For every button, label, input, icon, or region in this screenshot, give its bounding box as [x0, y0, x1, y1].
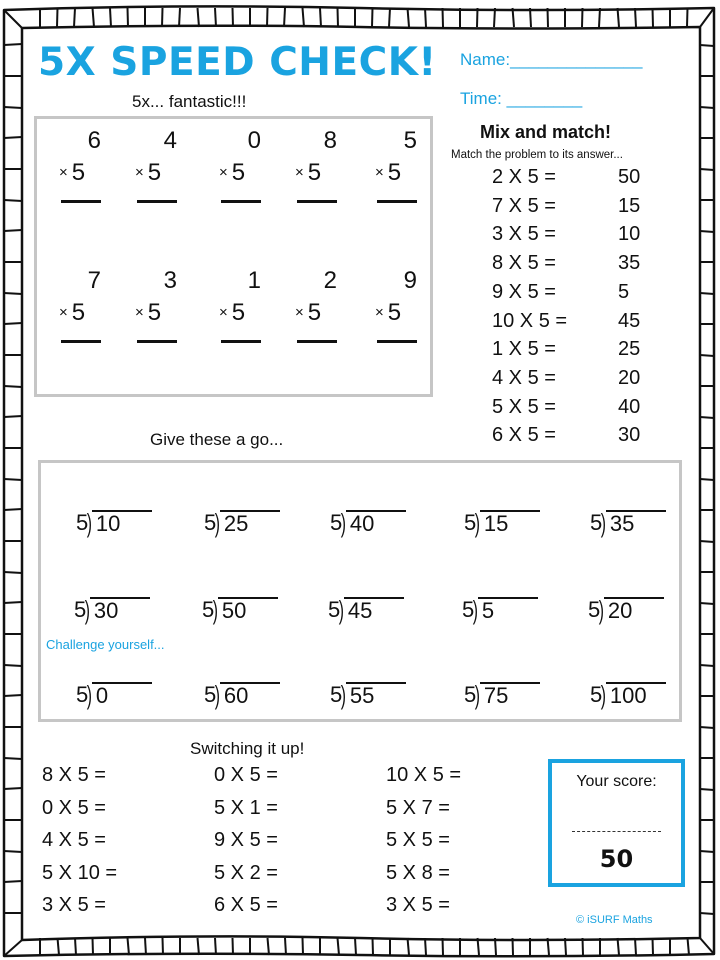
division-problem	[588, 595, 664, 626]
dividend: 20	[604, 597, 664, 623]
dividend: 55	[346, 682, 406, 708]
division-problem	[330, 508, 406, 539]
multiplication-problem	[219, 127, 279, 207]
name-field[interactable]: Name:______________	[460, 50, 643, 69]
division-problem	[462, 595, 538, 626]
answer-line[interactable]	[137, 200, 177, 203]
multiplication-problem	[135, 267, 195, 347]
multiplier-row	[375, 159, 401, 187]
time-field[interactable]: Time: ________	[460, 89, 583, 108]
divisor: 5	[76, 510, 89, 536]
mix-match-row	[492, 309, 641, 333]
multiplier: 5	[147, 159, 162, 186]
mix-match-answer[interactable]: 15	[618, 194, 641, 217]
answer-line[interactable]	[221, 340, 261, 343]
divisor: 5	[462, 597, 475, 623]
divisor: 5	[204, 510, 217, 536]
mix-match-row	[492, 166, 641, 189]
mix-match-problem[interactable]: 3 X 5 =	[492, 223, 556, 246]
mix-match-answer[interactable]: 20	[618, 366, 641, 389]
answer-line[interactable]	[377, 340, 417, 343]
divisor: 5	[204, 682, 217, 708]
switching-problem[interactable]: 0 X 5 =	[42, 796, 106, 819]
multiplication-problem	[135, 127, 195, 207]
switching-problem[interactable]: 5 X 7 =	[386, 796, 450, 819]
dividend: 5	[478, 597, 538, 623]
multiplier-row	[219, 299, 245, 327]
dividend: 45	[344, 597, 404, 623]
division-problem	[464, 508, 540, 539]
times-sign: ×	[375, 304, 384, 321]
switching-problem[interactable]: 5 X 8 =	[386, 861, 450, 884]
score-total: 50	[599, 845, 634, 873]
dividend: 15	[480, 510, 540, 536]
dividend: 75	[480, 682, 540, 708]
multiplier-row	[59, 159, 85, 187]
multiplication-problem	[59, 127, 119, 207]
division-problem	[202, 595, 278, 626]
multiplier-row	[295, 159, 321, 187]
section-title-fantastic: 5x... fantastic!!!	[132, 92, 247, 111]
long-division-bracket-icon: )	[474, 508, 481, 539]
long-division-bracket-icon: )	[84, 595, 91, 626]
answer-line[interactable]	[297, 200, 337, 203]
times-sign: ×	[219, 304, 228, 321]
multiplication-problem	[375, 267, 435, 347]
dividend: 0	[92, 682, 152, 708]
mix-match-answer[interactable]: 50	[618, 166, 641, 188]
times-sign: ×	[295, 164, 304, 181]
divisor: 5	[330, 510, 343, 536]
mix-match-problem[interactable]: 9 X 5 =	[492, 280, 556, 303]
answer-line[interactable]	[221, 200, 261, 203]
dividend: 30	[90, 597, 150, 623]
switching-problem[interactable]: 5 X 2 =	[214, 861, 278, 884]
mix-match-problem[interactable]: 7 X 5 =	[492, 194, 556, 217]
mix-match-instructions: Match the problem to its answer...	[451, 149, 623, 161]
multiplicand: 8	[323, 127, 337, 154]
mix-match-answer[interactable]: 35	[618, 252, 641, 275]
switching-problem[interactable]: 5 X 10 =	[42, 861, 118, 884]
mix-match-answer[interactable]: 10	[618, 223, 641, 246]
mix-match-row	[492, 338, 641, 361]
multiplication-problem	[219, 267, 279, 347]
division-problem	[76, 508, 152, 539]
times-sign: ×	[295, 304, 304, 321]
times-sign: ×	[59, 304, 68, 321]
mix-match-problem[interactable]: 5 X 5 =	[492, 395, 556, 418]
dividend: 40	[346, 510, 406, 536]
switching-problem[interactable]: 5 X 1 =	[214, 796, 278, 819]
multiplier-row	[135, 299, 161, 327]
multiplier: 5	[231, 159, 246, 186]
divisor: 5	[330, 682, 343, 708]
mix-match-problem[interactable]: 1 X 5 =	[492, 338, 556, 361]
mix-match-problem[interactable]: 8 X 5 =	[492, 252, 556, 275]
times-sign: ×	[59, 164, 68, 181]
long-division-bracket-icon: )	[340, 680, 347, 711]
multiplicand: 2	[323, 267, 337, 294]
multiplication-box	[34, 116, 433, 397]
long-division-bracket-icon: )	[472, 595, 479, 626]
multiplier-row	[375, 299, 401, 327]
mix-match-row	[492, 395, 641, 419]
switching-problem[interactable]: 3 X 5 =	[42, 894, 106, 916]
multiplier: 5	[231, 299, 246, 326]
answer-line[interactable]	[61, 340, 101, 343]
mix-match-row	[492, 223, 641, 246]
switching-problem[interactable]: 9 X 5 =	[214, 829, 278, 851]
multiplier-row	[59, 299, 85, 327]
section-title-division: Give these a go...	[150, 430, 284, 449]
dividend: 50	[218, 597, 278, 623]
answer-line[interactable]	[137, 340, 177, 343]
divisor: 5	[590, 510, 603, 536]
division-problem	[328, 595, 404, 626]
long-division-bracket-icon: )	[86, 680, 93, 711]
mix-match-answer[interactable]: 25	[618, 338, 641, 361]
multiplier: 5	[147, 299, 162, 326]
switching-problem[interactable]: 3 X 5 =	[386, 894, 450, 916]
dividend: 100	[606, 682, 666, 708]
mix-match-row	[492, 194, 641, 218]
dividend: 60	[220, 682, 280, 708]
multiplicand: 4	[163, 127, 177, 154]
division-problem	[76, 680, 152, 711]
page-title: 5X SPEED CHECK!	[38, 40, 437, 85]
switching-problem[interactable]: 0 X 5 =	[214, 764, 278, 786]
dividend: 35	[606, 510, 666, 536]
multiplicand: 7	[87, 267, 101, 294]
multiplicand: 0	[247, 127, 261, 154]
multiplier: 5	[71, 299, 86, 326]
long-division-bracket-icon: )	[214, 680, 221, 711]
multiplier: 5	[71, 159, 86, 186]
multiplier: 5	[387, 299, 402, 326]
multiplicand: 6	[87, 127, 101, 154]
answer-line[interactable]	[61, 200, 101, 203]
long-division-bracket-icon: )	[600, 508, 607, 539]
multiplication-problem	[59, 267, 119, 347]
mix-match-problem[interactable]: 2 X 5 =	[492, 166, 556, 188]
multiplier: 5	[387, 159, 402, 186]
switching-problem[interactable]: 6 X 5 =	[214, 894, 278, 916]
multiplication-problem	[375, 127, 435, 207]
dividend: 10	[92, 510, 152, 536]
mix-match-row	[492, 424, 641, 447]
times-sign: ×	[135, 164, 144, 181]
divisor: 5	[588, 597, 601, 623]
copyright-text: © iSURF Maths	[576, 914, 653, 926]
answer-line[interactable]	[377, 200, 417, 203]
divisor: 5	[464, 510, 477, 536]
switching-problem[interactable]: 4 X 5 =	[42, 829, 106, 851]
mix-match-answer[interactable]: 45	[618, 309, 641, 332]
multiplication-problem	[295, 267, 355, 347]
division-problem	[74, 595, 150, 626]
division-problem	[590, 680, 666, 711]
long-division-bracket-icon: )	[212, 595, 219, 626]
divisor: 5	[464, 682, 477, 708]
long-division-bracket-icon: )	[474, 680, 481, 711]
multiplier: 5	[307, 299, 322, 326]
multiplication-problem	[295, 127, 355, 207]
long-division-bracket-icon: )	[338, 595, 345, 626]
answer-line[interactable]	[297, 340, 337, 343]
multiplicand: 3	[163, 267, 177, 294]
challenge-label: Challenge yourself...	[46, 637, 165, 652]
dividend: 25	[220, 510, 280, 536]
division-problem	[330, 680, 406, 711]
multiplier-row	[219, 159, 245, 187]
mix-match-problem[interactable]: 6 X 5 =	[492, 424, 556, 447]
division-problem	[464, 680, 540, 711]
section-title-mix-match: Mix and match!	[480, 122, 612, 142]
divisor: 5	[74, 597, 87, 623]
score-input-line[interactable]	[572, 831, 661, 832]
multiplier-row	[295, 299, 321, 327]
divisor: 5	[202, 597, 215, 623]
switching-problem[interactable]: 8 X 5 =	[42, 764, 106, 786]
mix-match-answer[interactable]: 30	[618, 424, 641, 447]
long-division-bracket-icon: )	[214, 508, 221, 539]
mix-match-row	[492, 366, 641, 390]
multiplier-row	[135, 159, 161, 187]
multiplicand: 1	[247, 267, 261, 294]
mix-match-answer[interactable]: 5	[618, 280, 630, 303]
times-sign: ×	[219, 164, 228, 181]
long-division-bracket-icon: )	[340, 508, 347, 539]
score-label: Your score:	[576, 773, 657, 790]
divisor: 5	[590, 682, 603, 708]
switching-problem[interactable]: 5 X 5 =	[386, 829, 450, 851]
mix-match-answer[interactable]: 40	[618, 395, 641, 418]
division-problem	[590, 508, 666, 539]
division-problem	[204, 680, 280, 711]
times-sign: ×	[135, 304, 144, 321]
mix-match-row	[492, 252, 641, 275]
long-division-bracket-icon: )	[600, 680, 607, 711]
multiplicand: 9	[403, 267, 417, 294]
long-division-bracket-icon: )	[598, 595, 605, 626]
score-box	[548, 759, 685, 887]
division-problem	[204, 508, 280, 539]
mix-match-problem[interactable]: 10 X 5 =	[492, 309, 568, 332]
mix-match-problem[interactable]: 4 X 5 =	[492, 366, 556, 389]
long-division-bracket-icon: )	[86, 508, 93, 539]
multiplicand: 5	[403, 127, 417, 154]
section-title-switching: Switching it up!	[190, 739, 305, 758]
times-sign: ×	[375, 164, 384, 181]
multiplier: 5	[307, 159, 322, 186]
mix-match-row	[492, 280, 630, 304]
divisor: 5	[328, 597, 341, 623]
switching-problem[interactable]: 10 X 5 =	[386, 764, 462, 786]
divisor: 5	[76, 682, 89, 708]
